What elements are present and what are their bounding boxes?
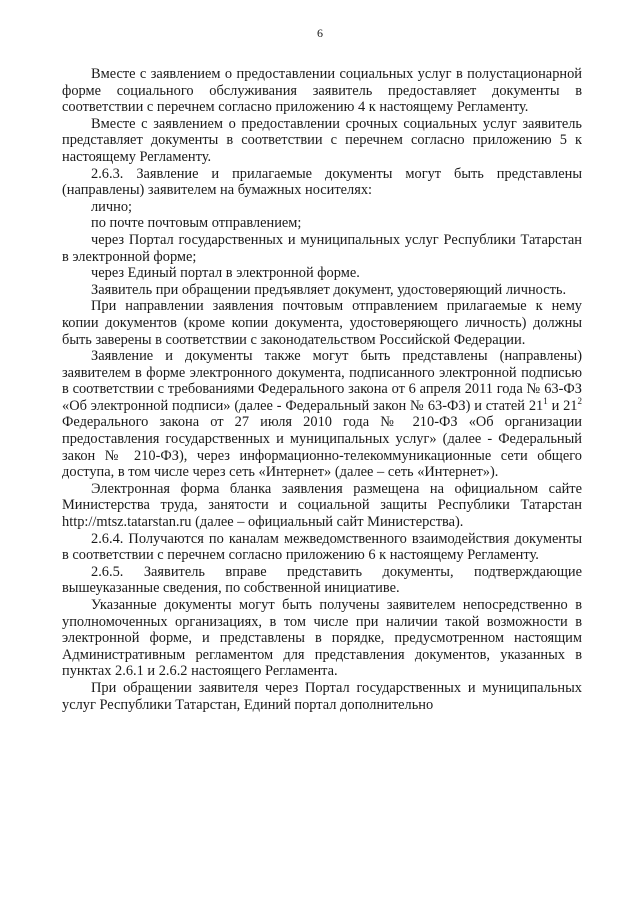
paragraph: Электронная форма бланка заявления размещена на официальном сайте Министерства труда, занятости и социальной защиты Республики Татарстан http://mtsz.tatarstan.ru (далее – официальный сайт Министерства).	[62, 480, 582, 531]
paragraph-text: Заявление и документы также могут быть представлены (направлены) заявителем в форме электронного документа, подписанного электронной подписью в соответствии с требованиями Федерального закона от 6 апреля 2011 года № 63-ФЗ «Об электронной подписи» (далее - Федеральный закон № 63-ФЗ) и статей 21	[62, 348, 582, 414]
paragraph: Вместе с заявлением о предоставлении срочных социальных услуг заявитель представляет документы в соответствии с перечнем согласно приложению 5 к настоящему Регламенту.	[62, 115, 582, 165]
paragraph: Указанные документы могут быть получены заявителем непосредственно в уполномоченных организациях, в том числе при наличии такой возможности в электронной форме, и представлены в порядке, предусмотренном настоящим Административным регламентом для представления документов, указанных в пунктах 2.6.1 и 2.6.2 настоящего Регламента.	[62, 597, 582, 680]
paragraph: При обращении заявителя через Портал государственных и муниципальных услуг Республики Татарстан, Единий портал дополнительно	[62, 679, 582, 713]
superscript: 1	[543, 396, 548, 407]
list-item: по почте почтовым отправлением;	[91, 215, 302, 232]
paragraph-text: Федерального закона от 27 июля 2010 года № 210-ФЗ «Об организации предоставления государственных и муниципальных услуг» (далее - Федеральный закон № 210-ФЗ), через информационно-телекоммуникационные сети общего доступа, в том числе через сеть «Интернет» (далее – сеть «Интернет»).	[62, 414, 582, 481]
paragraph-text: и 21	[547, 397, 578, 414]
law-reference-paragraph	[62, 348, 582, 481]
page-number: 6	[317, 26, 323, 40]
paragraph: 2.6.5. Заявитель вправе представить документы, подтверждающие вышеуказанные сведения, по собственной инициативе.	[62, 563, 582, 597]
superscript: 2	[577, 396, 582, 407]
paragraph: 2.6.3. Заявление и прилагаемые документы могут быть представлены (направлены) заявителем на бумажных носителях:	[62, 165, 582, 199]
document-body	[62, 66, 582, 713]
list-item: через Портал государственных и муниципальных услуг Республики Татарстан в электронной форме;	[62, 231, 582, 265]
paragraph: При направлении заявления почтовым отправлением прилагаемые к нему копии документов (кроме копии документа, удостоверяющего личность) должны быть заверены в соответствии с законодательством Российской Федерации.	[62, 298, 582, 348]
paragraph: 2.6.4. Получаются по каналам межведомственного взаимодействия документы в соответствии с перечнем согласно приложению 6 к настоящему Регламенту.	[62, 530, 582, 564]
paragraph: Вместе с заявлением о предоставлении социальных услуг в полустационарной форме социального обслуживания заявитель предоставляет документы в соответствии с перечнем согласно приложению 4 к настоящему Регламенту.	[62, 66, 582, 116]
list-item: лично;	[91, 198, 133, 215]
list-item: через Единый портал в электронной форме.	[91, 265, 360, 282]
paragraph: Заявитель при обращении предъявляет документ, удостоверяющий личность.	[91, 281, 567, 298]
